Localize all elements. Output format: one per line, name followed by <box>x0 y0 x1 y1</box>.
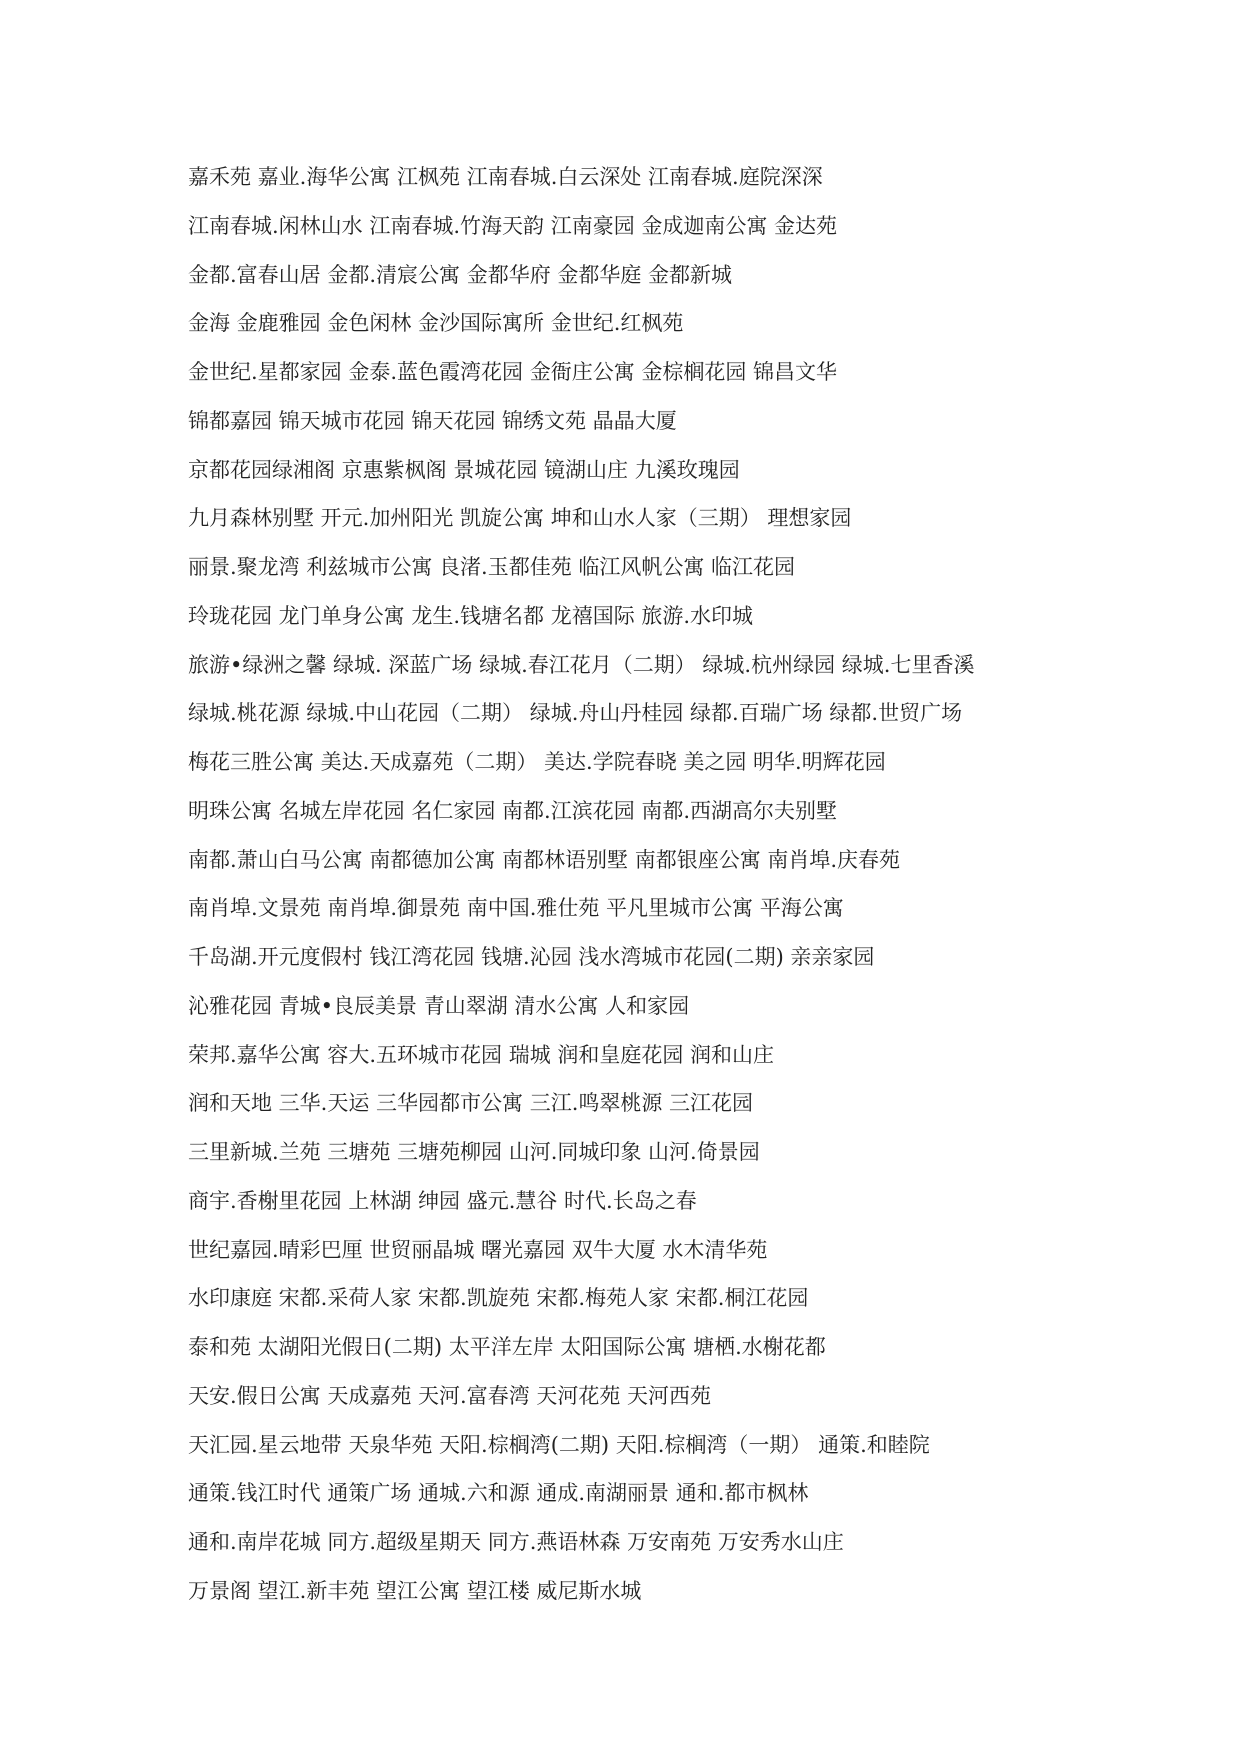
text-line: 天汇园.星云地带 天泉华苑 天阳.棕榈湾(二期) 天阳.棕榈湾（一期） 通策.和睦院 <box>188 1432 930 1457</box>
text-line: 金世纪.星都家园 金泰.蓝色霞湾花园 金衙庄公寓 金棕榈花园 锦昌文华 <box>188 360 838 384</box>
text-line: 京都花园绿湘阁 京惠紫枫阁 景城花园 镜湖山庄 九溪玫瑰园 <box>188 457 740 482</box>
text-line: 泰和苑 太湖阳光假日(二期) 太平洋左岸 太阳国际公寓 塘栖.水榭花都 <box>188 1335 826 1359</box>
text-line: 锦都嘉园 锦天城市花园 锦天花园 锦绣文苑 晶晶大厦 <box>188 408 677 433</box>
text-line: 金都.富春山居 金都.清宸公寓 金都华府 金都华庭 金都新城 <box>188 262 733 287</box>
text-line: 商宇.香榭里花园 上林湖 绅园 盛元.慧谷 时代.长岛之春 <box>188 1188 697 1213</box>
text-line: 天安.假日公寓 天成嘉苑 天河.富春湾 天河花苑 天河西苑 <box>188 1383 712 1408</box>
text-line: 通和.南岸花城 同方.超级星期天 同方.燕语林森 万安南苑 万安秀水山庄 <box>188 1530 844 1554</box>
text-line: 水印康庭 宋都.采荷人家 宋都.凯旋苑 宋都.梅苑人家 宋都.桐江花园 <box>188 1286 809 1311</box>
text-line: 沁雅花园 青城•良辰美景 青山翠湖 清水公寓 人和家园 <box>188 993 690 1018</box>
text-lines <box>188 153 1188 1616</box>
text-line: 荣邦.嘉华公寓 容大.五环城市花园 瑞城 润和皇庭花园 润和山庄 <box>188 1042 775 1067</box>
text-line: 丽景.聚龙湾 利兹城市公寓 良渚.玉都佳苑 临江风帆公寓 临江花园 <box>188 555 796 579</box>
text-line: 金海 金鹿雅园 金色闲林 金沙国际寓所 金世纪.红枫苑 <box>188 311 684 336</box>
text-line: 旅游•绿洲之馨 绿城. 深蓝广场 绿城.春江花月（二期） 绿城.杭州绿园 绿城.七里香溪 <box>188 652 975 677</box>
text-line: 明珠公寓 名城左岸花园 名仁家园 南都.江滨花园 南都.西湖高尔夫别墅 <box>188 798 838 823</box>
text-line: 绿城.桃花源 绿城.中山花园（二期） 绿城.舟山丹桂园 绿都.百瑞广场 绿都.世贸广场 <box>188 701 963 726</box>
text-line: 九月森林别墅 开元.加州阳光 凯旋公寓 坤和山水人家（三期） 理想家园 <box>188 506 852 531</box>
text-line: 南都.萧山白马公寓 南都德加公寓 南都林语别墅 南都银座公寓 南肖埠.庆春苑 <box>188 847 901 872</box>
text-line: 江南春城.闲林山水 江南春城.竹海天韵 江南豪园 金成迦南公寓 金达苑 <box>188 213 838 238</box>
text-line: 通策.钱江时代 通策广场 通城.六和源 通成.南湖丽景 通和.都市枫林 <box>188 1481 809 1506</box>
text-line: 千岛湖.开元度假村 钱江湾花园 钱塘.沁园 浅水湾城市花园(二期) 亲亲家园 <box>188 945 875 969</box>
text-line: 南肖埠.文景苑 南肖埠.御景苑 南中国.雅仕苑 平凡里城市公寓 平海公寓 <box>188 896 844 921</box>
text-line: 三里新城.兰苑 三塘苑 三塘苑柳园 山河.同城印象 山河.倚景园 <box>188 1140 760 1164</box>
text-line: 润和天地 三华.天运 三华园都市公寓 三江.鸣翠桃源 三江花园 <box>188 1091 754 1116</box>
text-line: 世纪嘉园.晴彩巴厘 世贸丽晶城 曙光嘉园 双牛大厦 水木清华苑 <box>188 1237 768 1262</box>
text-line: 玲珑花园 龙门单身公寓 龙生.钱塘名都 龙禧国际 旅游.水印城 <box>188 603 754 628</box>
text-line: 嘉禾苑 嘉业.海华公寓 江枫苑 江南春城.白云深处 江南春城.庭院深深 <box>188 165 823 189</box>
text-line: 梅花三胜公寓 美达.天成嘉苑（二期） 美达.学院春晓 美之园 明华.明辉花园 <box>188 750 886 774</box>
text-line: 万景阁 望江.新丰苑 望江公寓 望江楼 威尼斯水城 <box>188 1578 642 1603</box>
